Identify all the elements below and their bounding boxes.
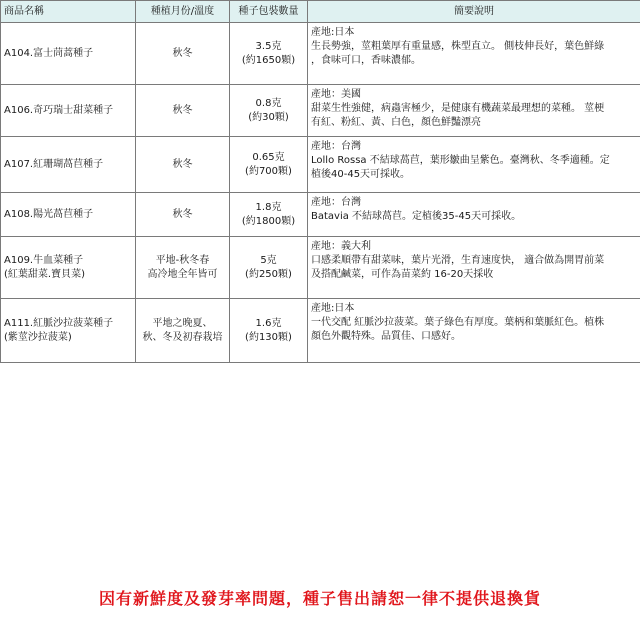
description-cell	[308, 85, 640, 137]
description-line: 植後40-45天可採收。	[311, 169, 411, 180]
product-name-cell	[1, 299, 136, 363]
package-quantity-line: 1.8克	[255, 201, 282, 213]
planting-season-cell	[136, 137, 230, 193]
description-line: 產地：美國	[311, 89, 361, 100]
product-name-line: A108.陽光萵苣種子	[4, 208, 94, 220]
description-line: 生長勢強，莖粗葉厚有重量感，株型直立。 側枝伸長好，葉色鮮綠	[311, 41, 605, 52]
package-quantity-cell	[230, 299, 308, 363]
header-package-quantity: 種子包裝數量	[230, 1, 308, 23]
description-cell	[308, 237, 640, 299]
package-quantity-cell	[230, 193, 308, 237]
product-name-line: A106.奇巧瑞士甜菜種子	[4, 104, 114, 116]
description-line: 產地:日本	[311, 27, 355, 38]
planting-season-line: 秋、冬及初春栽培	[142, 331, 223, 343]
description-line: 產地：台灣	[311, 141, 361, 152]
product-name-line: A104.富士茼蒿種子	[4, 47, 94, 59]
description-line: 產地：台灣	[311, 197, 361, 208]
product-name-line: A111.紅脈沙拉菠菜種子	[4, 317, 114, 329]
package-quantity-line: (約130顆)	[245, 331, 292, 343]
planting-season-line: 平地-秋冬春	[155, 254, 210, 266]
package-quantity-line: 5克	[260, 254, 277, 266]
description-line: 產地:日本	[311, 303, 355, 314]
table-header-row	[1, 1, 640, 23]
package-quantity-cell	[230, 237, 308, 299]
planting-season-line: 平地之晚夏、	[152, 317, 213, 329]
package-quantity-cell	[230, 23, 308, 85]
package-quantity-cell	[230, 85, 308, 137]
package-quantity-line: (約250顆)	[245, 268, 292, 280]
planting-season-line: 秋冬	[172, 208, 193, 220]
package-quantity-line: (約1800顆)	[241, 215, 296, 227]
package-quantity-line: 0.65克	[252, 151, 285, 163]
header-planting-season: 種植月份/溫度	[136, 1, 230, 23]
header-product-name: 商品名稱	[1, 1, 136, 23]
description-line: 產地：義大利	[311, 241, 371, 252]
planting-season-line: 秋冬	[172, 47, 193, 59]
planting-season-cell	[136, 23, 230, 85]
description-line: ，食味可口，香味濃郁。	[311, 55, 421, 66]
description-line: 口感柔順帶有甜菜味，葉片光滑，生育速度快， 適合做為開胃前菜	[311, 255, 605, 266]
planting-season-line: 秋冬	[172, 104, 193, 116]
table-body	[1, 23, 640, 363]
package-quantity-line: 1.6克	[255, 317, 282, 329]
product-name-line: (紅葉甜菜.寶貝菜)	[4, 268, 85, 280]
planting-season-cell	[136, 299, 230, 363]
product-name-cell	[1, 85, 136, 137]
table-row	[1, 193, 640, 237]
planting-season-cell	[136, 193, 230, 237]
description-line: 一代交配 紅脈沙拉菠菜。葉子綠色有厚度。葉柄和葉脈紅色。植株	[311, 317, 605, 328]
product-name-line: A109.牛血菜種子	[4, 254, 84, 266]
table-row	[1, 85, 640, 137]
product-name-line: A107.紅珊瑚萵苣種子	[4, 158, 104, 170]
planting-season-line: 高冷地全年皆可	[147, 268, 218, 280]
package-quantity-cell	[230, 137, 308, 193]
product-name-cell	[1, 193, 136, 237]
description-line: 有紅、粉紅、黃、白色，顏色鮮豔漂亮	[311, 117, 481, 128]
package-quantity-line: (約1650顆)	[241, 54, 296, 66]
table-row	[1, 237, 640, 299]
product-name-cell	[1, 237, 136, 299]
package-quantity-line: (約700顆)	[245, 165, 292, 177]
table-row	[1, 299, 640, 363]
package-quantity-line: 0.8克	[255, 97, 282, 109]
product-name-line: (紫莖沙拉菠菜)	[4, 331, 72, 343]
return-policy-notice: 因有新鮮度及發芽率問題，種子售出請恕一律不提供退換貨	[98, 589, 541, 608]
planting-season-cell	[136, 237, 230, 299]
table-row	[1, 23, 640, 85]
header-description: 簡要說明	[308, 1, 640, 23]
package-quantity-line: 3.5克	[255, 40, 282, 52]
description-line: Batavia 不結球萵苣。定植後35-45天可採收。	[311, 211, 522, 222]
description-cell	[308, 193, 640, 237]
package-quantity-line: (約30顆)	[248, 111, 289, 123]
description-cell	[308, 137, 640, 193]
product-name-cell	[1, 23, 136, 85]
description-line: 及搭配鹹菜，可作為苗菜約 16-20天採收	[311, 269, 494, 280]
table-row	[1, 137, 640, 193]
description-cell	[308, 23, 640, 85]
planting-season-line: 秋冬	[172, 158, 193, 170]
product-name-cell	[1, 137, 136, 193]
description-line: 甜菜生性強健，病蟲害極少，是健康有機蔬菜最理想的菜種。 莖梗	[311, 103, 605, 114]
description-cell	[308, 299, 640, 363]
description-line: Lollo Rossa 不結球萵苣，葉形皺曲呈紫色。臺灣秋、冬季適種。定	[311, 155, 610, 166]
description-line: 顏色外觀特殊。品質佳、口感好。	[311, 331, 461, 342]
planting-season-cell	[136, 85, 230, 137]
